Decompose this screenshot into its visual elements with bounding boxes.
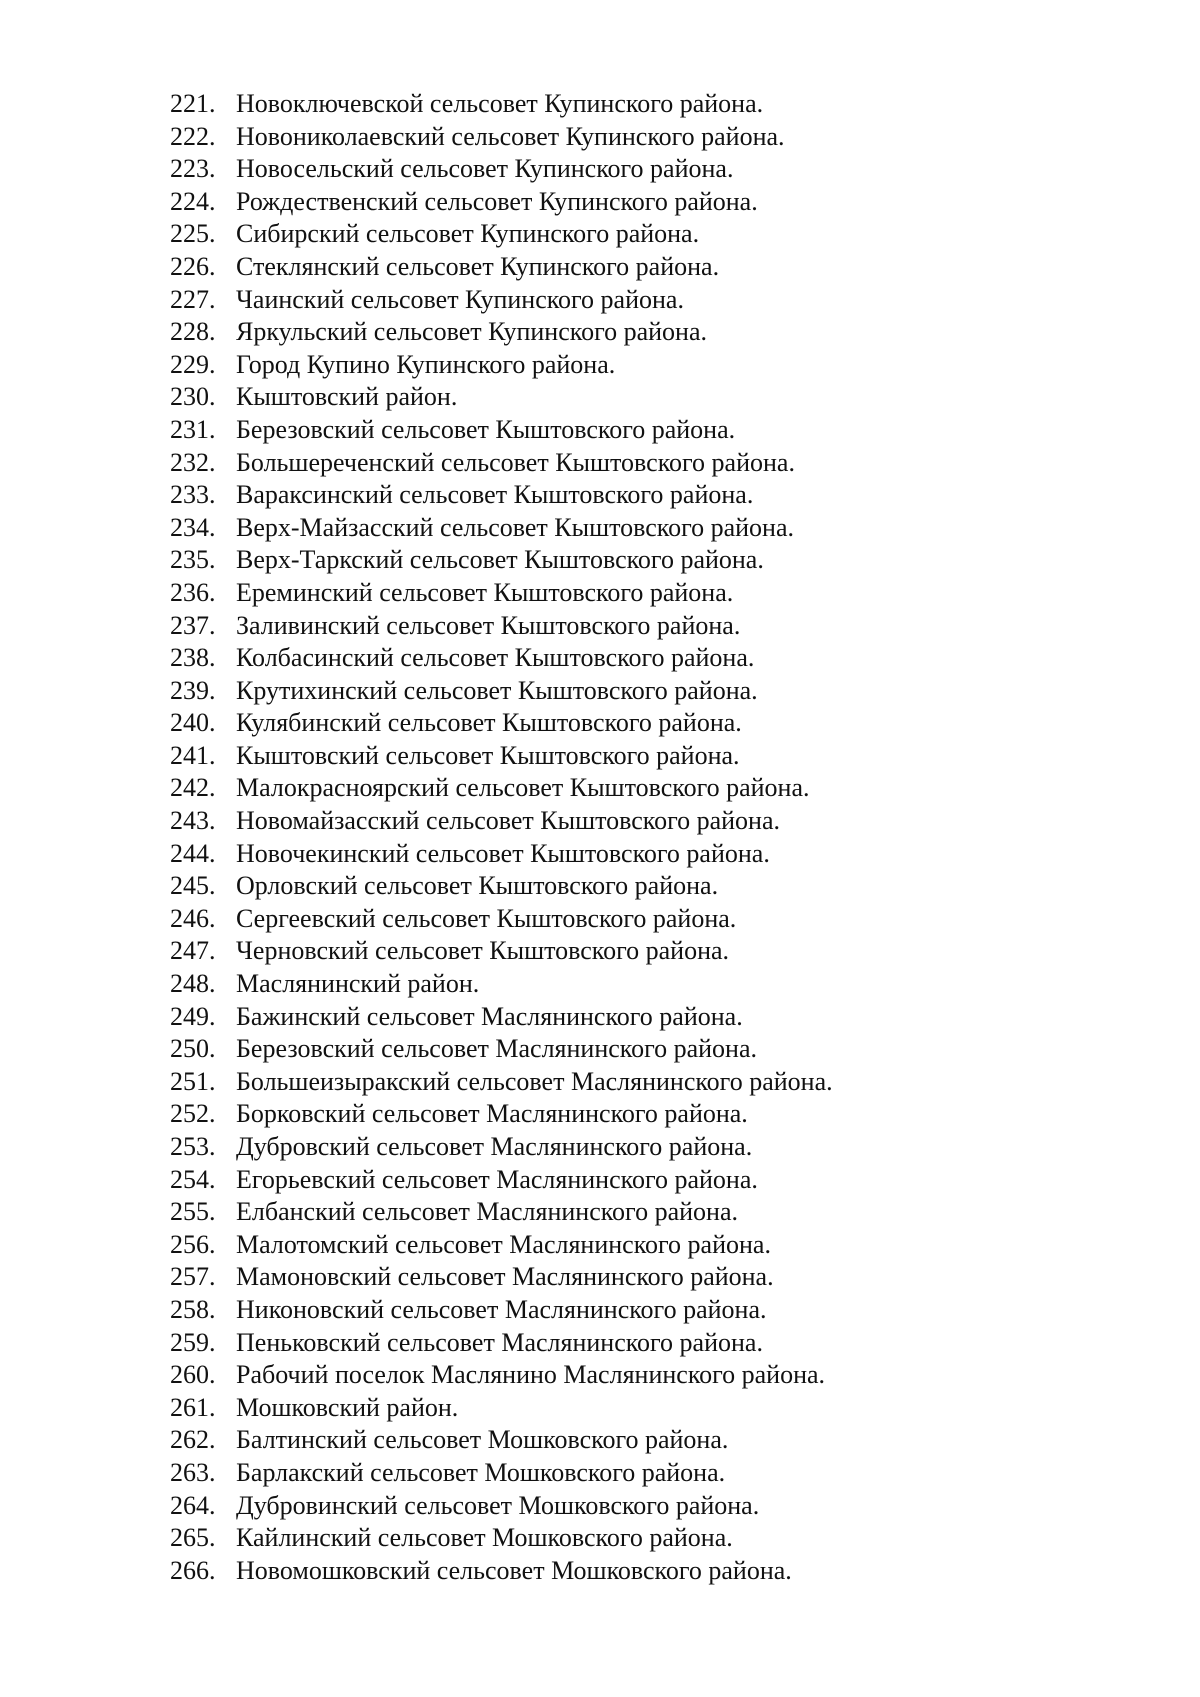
list-item (170, 186, 833, 219)
list-item-number: 264. (170, 1490, 216, 1520)
list-item-number: 253. (170, 1132, 216, 1161)
list-item-text: Большереченский сельсовет Кыштовского района. (236, 447, 795, 477)
list-item (170, 903, 833, 936)
list-item-text: Борковский сельсовет Маслянинского района. (236, 1099, 748, 1129)
list-item-text: Кыштовский район. (236, 382, 458, 412)
list-item-number: 266. (170, 1555, 216, 1585)
list-item-text: Чаинский сельсовет Купинского района. (236, 284, 684, 314)
list-item-text: Новомошковский сельсовет Мошковского района. (236, 1555, 792, 1585)
list-item (170, 284, 833, 317)
numbered-list (170, 88, 833, 1587)
list-item-number: 232. (170, 447, 216, 477)
list-item-text: Ереминский сельсовет Кыштовского района. (236, 577, 734, 607)
list-item (170, 1098, 833, 1131)
list-item-text: Елбанский сельсовет Маслянинского района. (236, 1197, 738, 1227)
list-item (170, 1490, 833, 1523)
list-item-number: 246. (170, 903, 216, 933)
list-item (170, 642, 833, 675)
list-item-number: 259. (170, 1327, 216, 1357)
list-item-number: 255. (170, 1197, 216, 1227)
list-item-number: 231. (170, 414, 216, 444)
list-item (170, 447, 833, 480)
list-item-number: 258. (170, 1294, 216, 1324)
list-item-text: Кулябинский сельсовет Кыштовского района. (236, 708, 742, 738)
list-item-text: Кайлинский сельсовет Мошковского района. (236, 1523, 733, 1553)
list-item-text: Заливинский сельсовет Кыштовского района. (236, 610, 741, 640)
list-item-text: Черновский сельсовет Кыштовского района. (236, 936, 730, 966)
list-item-text: Колбасинский сельсовет Кыштовского района. (236, 643, 755, 673)
list-item-text: Балтинский сельсовет Мошковского района. (236, 1425, 729, 1455)
list-item-text: Стеклянский сельсовет Купинского района. (236, 251, 720, 281)
list-item (170, 577, 833, 610)
list-item (170, 121, 833, 154)
list-item-text: Никоновский сельсовет Маслянинского района. (236, 1294, 767, 1324)
list-item (170, 805, 833, 838)
list-item-text: Сергеевский сельсовет Кыштовского района. (236, 903, 737, 933)
list-item-text: Малотомский сельсовет Маслянинского района. (236, 1229, 771, 1259)
list-item-number: 222. (170, 121, 216, 151)
list-item (170, 349, 833, 382)
list-item-text: Пеньковский сельсовет Маслянинского района. (236, 1327, 763, 1357)
list-item (170, 381, 833, 414)
list-item (170, 935, 833, 968)
list-item (170, 1327, 833, 1360)
list-item-number: 242. (170, 773, 216, 803)
list-item (170, 1001, 833, 1034)
list-item (170, 218, 833, 251)
list-item-number: 265. (170, 1523, 216, 1553)
list-item (170, 610, 833, 643)
list-item (170, 251, 833, 284)
list-item (170, 968, 833, 1001)
list-item-number: 221. (170, 89, 216, 118)
list-item-text: Мамоновский сельсовет Маслянинского района. (236, 1262, 774, 1292)
list-item-text: Новониколаевский сельсовет Купинского района. (236, 121, 785, 151)
list-item (170, 1261, 833, 1294)
list-item (170, 88, 833, 121)
list-item-number: 228. (170, 317, 216, 347)
list-item (170, 512, 833, 545)
list-item-text: Малокрасноярский сельсовет Кыштовского района. (236, 773, 810, 803)
list-item (170, 1196, 833, 1229)
list-item-text: Новоключевской сельсовет Купинского района. (236, 89, 764, 118)
list-item (170, 544, 833, 577)
list-item (170, 153, 833, 186)
list-item-number: 230. (170, 382, 216, 412)
list-item-text: Орловский сельсовет Кыштовского района. (236, 871, 719, 901)
list-item-text: Город Купино Купинского района. (236, 349, 616, 379)
list-item-text: Барлакский сельсовет Мошковского района. (236, 1457, 726, 1487)
list-item (170, 414, 833, 447)
list-item-number: 223. (170, 154, 216, 184)
list-item-text: Березовский сельсовет Кыштовского района. (236, 414, 736, 444)
list-item-text: Маслянинский район. (236, 969, 480, 999)
list-item-text: Кыштовский сельсовет Кыштовского района. (236, 740, 740, 770)
list-item (170, 316, 833, 349)
list-item (170, 1131, 833, 1164)
list-item-text: Егорьевский сельсовет Маслянинского района. (236, 1164, 758, 1194)
list-item (170, 1457, 833, 1490)
list-item-number: 235. (170, 545, 216, 575)
list-item-number: 249. (170, 1001, 216, 1031)
list-item-number: 243. (170, 806, 216, 836)
list-item (170, 870, 833, 903)
list-item-text: Яркульский сельсовет Купинского района. (236, 317, 707, 347)
list-item-number: 251. (170, 1066, 216, 1096)
list-item (170, 1294, 833, 1327)
list-item-number: 263. (170, 1457, 216, 1487)
list-item-number: 257. (170, 1262, 216, 1292)
list-item-text: Рождественский сельсовет Купинского района. (236, 186, 758, 216)
list-item-number: 247. (170, 936, 216, 966)
list-item-number: 234. (170, 512, 216, 542)
list-item-number: 245. (170, 871, 216, 901)
list-item-text: Верх-Таркский сельсовет Кыштовского района. (236, 545, 764, 575)
list-item-number: 256. (170, 1229, 216, 1259)
list-item (170, 1555, 833, 1588)
list-item (170, 838, 833, 871)
list-item-text: Мошковский район. (236, 1392, 459, 1422)
list-item (170, 1392, 833, 1425)
list-item-number: 241. (170, 740, 216, 770)
list-item-number: 252. (170, 1099, 216, 1129)
list-item-number: 236. (170, 577, 216, 607)
list-item (170, 1229, 833, 1262)
list-item-number: 260. (170, 1360, 216, 1390)
list-item-number: 226. (170, 251, 216, 281)
list-item-text: Вараксинский сельсовет Кыштовского района. (236, 480, 754, 510)
list-item (170, 707, 833, 740)
list-item (170, 1522, 833, 1555)
list-item (170, 1066, 833, 1099)
list-item-number: 250. (170, 1034, 216, 1064)
list-item-number: 229. (170, 349, 216, 379)
list-item-number: 225. (170, 219, 216, 249)
list-item-text: Сибирский сельсовет Купинского района. (236, 219, 700, 249)
list-item-number: 224. (170, 186, 216, 216)
list-item-text: Большеизыракский сельсовет Маслянинского района. (236, 1066, 833, 1096)
list-item-number: 261. (170, 1392, 216, 1422)
list-item (170, 1424, 833, 1457)
list-item-text: Дубровинский сельсовет Мошковского района. (236, 1490, 760, 1520)
list-item-number: 240. (170, 708, 216, 738)
list-item-number: 262. (170, 1425, 216, 1455)
list-item (170, 479, 833, 512)
list-item (170, 1033, 833, 1066)
list-item (170, 675, 833, 708)
list-item (170, 1164, 833, 1197)
list-item-number: 248. (170, 969, 216, 999)
list-item-number: 233. (170, 480, 216, 510)
list-item-text: Дубровский сельсовет Маслянинского района. (236, 1132, 753, 1161)
list-item-number: 238. (170, 643, 216, 673)
list-item-text: Бажинский сельсовет Маслянинского района. (236, 1001, 743, 1031)
list-item-number: 227. (170, 284, 216, 314)
list-item-number: 254. (170, 1164, 216, 1194)
list-item (170, 1359, 833, 1392)
list-item-text: Крутихинский сельсовет Кыштовского района. (236, 675, 758, 705)
list-item-text: Верх-Майзасский сельсовет Кыштовского района. (236, 512, 795, 542)
list-item-text: Новомайзасский сельсовет Кыштовского района. (236, 806, 781, 836)
list-item (170, 772, 833, 805)
list-item-number: 244. (170, 838, 216, 868)
list-item-number: 237. (170, 610, 216, 640)
list-item-text: Березовский сельсовет Маслянинского района. (236, 1034, 758, 1064)
list-item (170, 740, 833, 773)
list-item-text: Новочекинский сельсовет Кыштовского района. (236, 838, 770, 868)
list-item-text: Рабочий поселок Маслянино Маслянинского района. (236, 1360, 826, 1390)
list-item-text: Новосельский сельсовет Купинского района. (236, 154, 734, 184)
list-item-number: 239. (170, 675, 216, 705)
